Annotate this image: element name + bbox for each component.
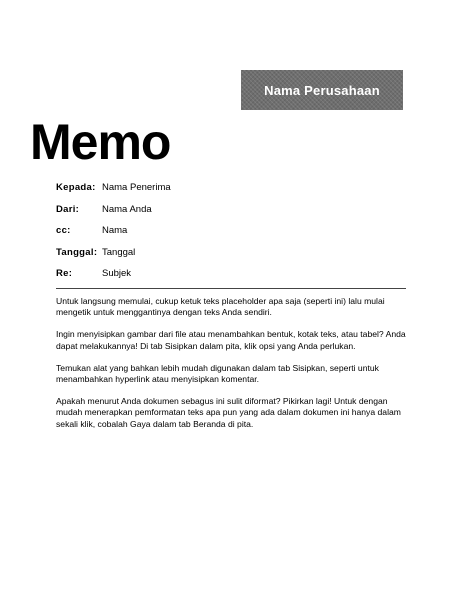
field-value-date[interactable]: Tanggal <box>102 246 136 258</box>
body-paragraph-3: Temukan alat yang bahkan lebih mudah digunakan dalam tab Sisipkan, seperti untuk menambahkan hyperlink atau menyisipkan komentar. <box>56 362 379 385</box>
field-value-to[interactable]: Nama Penerima <box>102 182 171 193</box>
memo-title: Memo <box>30 114 171 170</box>
field-value-cc[interactable]: Nama <box>102 225 128 236</box>
body-paragraph-4: Apakah menurut Anda dokumen sebagus ini sulit diformat? Pikirkan lagi! Untuk dengan mudah menerapkan pemformatan teks apa pun yang ada dalam dokumen ini hanya dalam sekali klik, cobalah Gaya dalam tab Beranda di pita. <box>56 396 401 429</box>
field-label-to: Kepada: <box>56 182 96 193</box>
memo-fields <box>56 182 416 290</box>
header-divider <box>56 288 406 289</box>
field-label-re: Re: <box>56 268 73 279</box>
field-label-from: Dari: <box>56 203 80 215</box>
field-value-re[interactable]: Subjek <box>102 268 132 279</box>
company-name-box[interactable] <box>241 70 403 110</box>
field-label-cc: cc: <box>56 225 71 236</box>
memo-body[interactable] <box>56 296 408 441</box>
field-value-from[interactable]: Nama Anda <box>102 203 152 215</box>
field-row-re <box>56 268 416 290</box>
field-row-from <box>56 204 416 226</box>
body-paragraph-2: Ingin menyisipkan gambar dari file atau menambahkan bentuk, kotak teks, atau tabel? Anda dapat melakukannya! Di tab Sisipkan dalam pita, klik opsi yang Anda perlukan. <box>56 329 406 351</box>
field-row-cc <box>56 225 416 247</box>
body-paragraph-1: Untuk langsung memulai, cukup ketuk teks placeholder apa saja (seperti ini) lalu mulai mengetik untuk menggantinya dengan teks Anda sendiri. <box>56 296 385 318</box>
company-name: Nama Perusahaan <box>264 82 380 98</box>
field-row-date <box>56 247 416 269</box>
field-row-to <box>56 182 416 204</box>
field-label-date: Tanggal: <box>56 246 98 258</box>
